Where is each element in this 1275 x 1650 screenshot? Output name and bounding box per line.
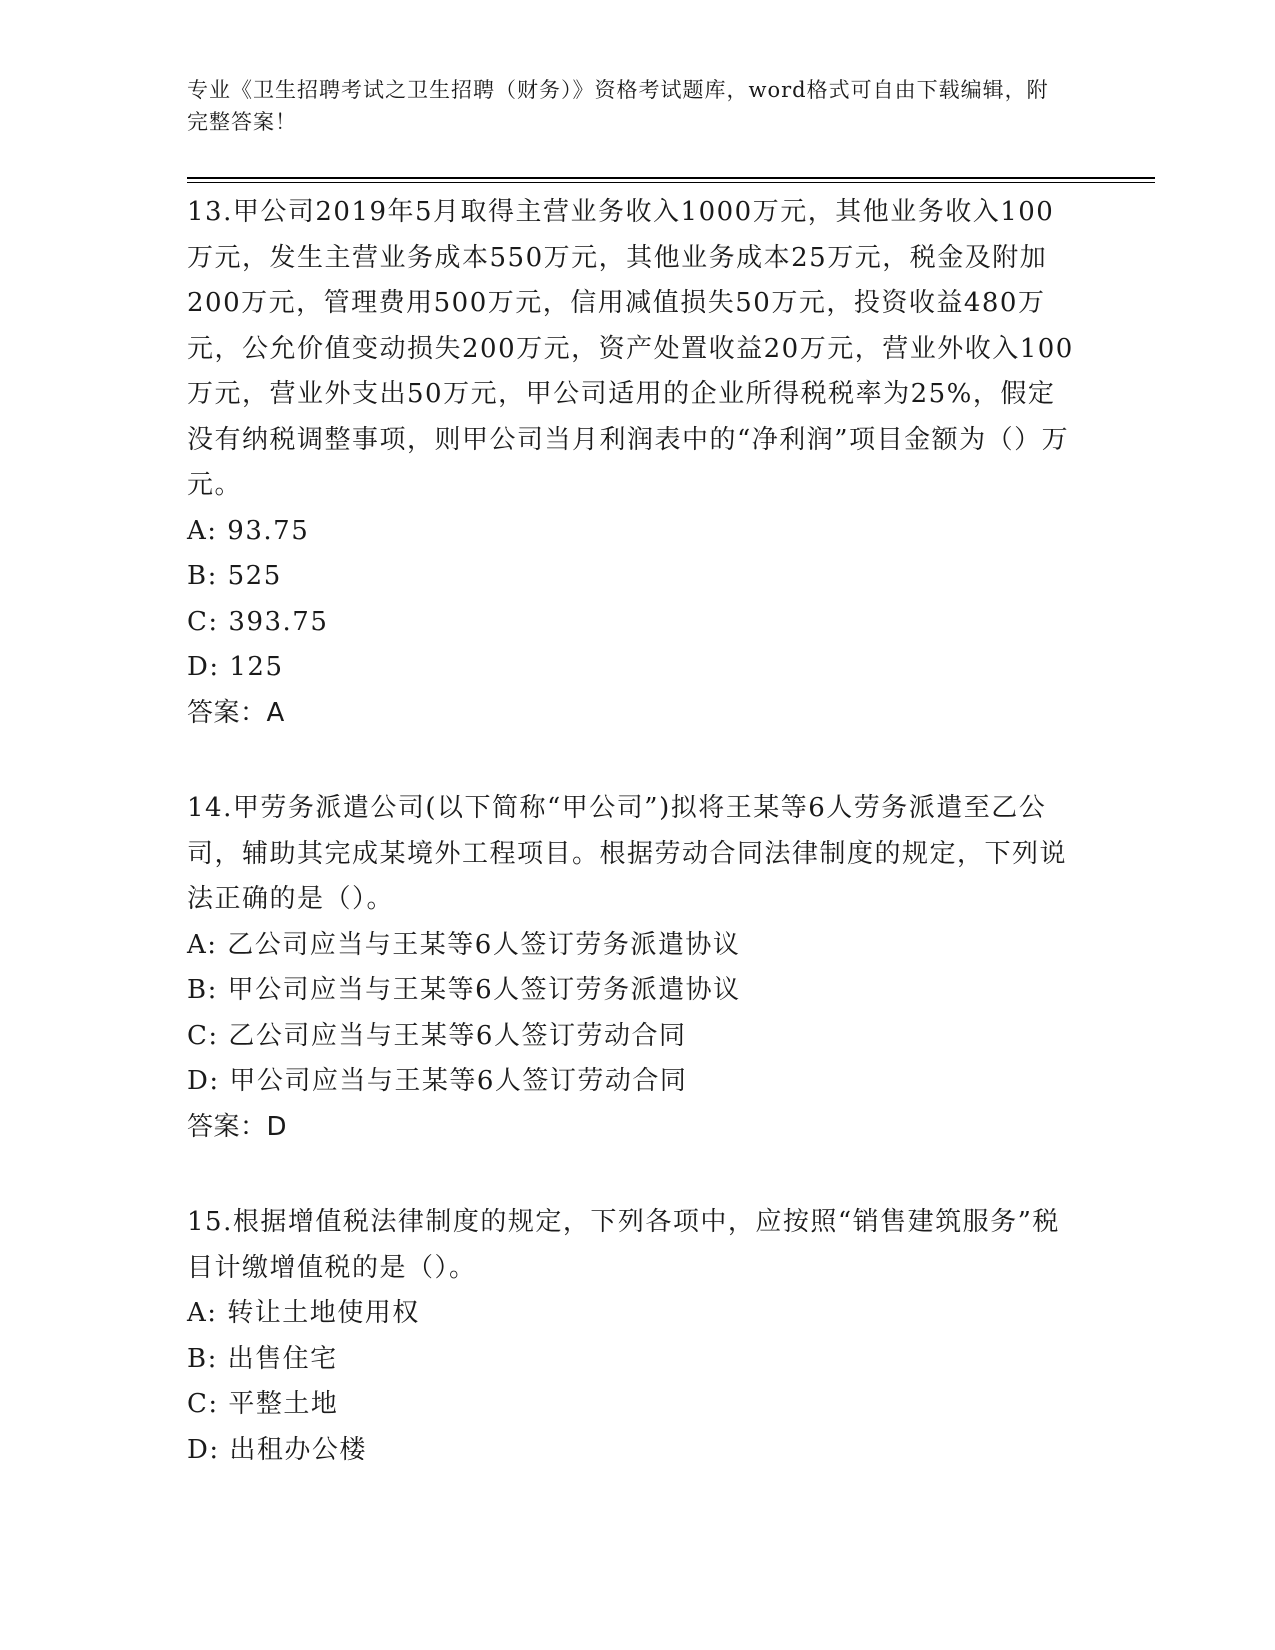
option-d: D: 甲公司应当与王某等6人签订劳动合同 bbox=[187, 1066, 688, 1096]
question-text: 15.根据增值税法律制度的规定，下列各项中，应按照“销售建筑服务”税目计缴增值税的是（）。 bbox=[187, 1207, 1060, 1283]
header-rule-thick bbox=[187, 177, 1155, 179]
question-text: 14.甲劳务派遣公司(以下简称“甲公司”)拟将王某等6人劳务派遣至乙公司，辅助其完成某境外工程项目。根据劳动合同法律制度的规定，下列说法正确的是（）。 bbox=[187, 793, 1068, 914]
answer-label: 答案：A bbox=[187, 697, 285, 728]
header-rule-thin bbox=[187, 182, 1155, 183]
option-a: A: 转让土地使用权 bbox=[187, 1298, 420, 1328]
option-c: C: 393.75 bbox=[187, 606, 329, 637]
question-text: 13.甲公司2019年5月取得主营业务收入1000万元，其他业务收入100万元，发生主营业务成本550万元，其他业务成本25万元，税金及附加200万元，管理费用500万元，信用减值损失50万元，投资收益480万元，公允价值变动损失200万元，资产处置收益20万元，营业外收入100万元，营业外支出50万元，甲公司适用的企业所得税税率为25%，假定没有纳税调整事项，则甲公司当月利润表中的“净利润”项目金额为（）万元。 bbox=[187, 197, 1074, 500]
option-c: C: 乙公司应当与王某等6人签订劳动合同 bbox=[187, 1020, 687, 1051]
question-spacer bbox=[187, 736, 1077, 786]
option-b: B: 甲公司应当与王某等6人签订劳务派遣协议 bbox=[187, 975, 741, 1005]
document-header: 专业《卫生招聘考试之卫生招聘（财务）》资格考试题库，word格式可自由下载编辑，附完整答案！ bbox=[187, 78, 1049, 134]
option-b: B: 525 bbox=[187, 561, 282, 591]
question-15 bbox=[187, 1200, 1077, 1473]
option-a: A: 乙公司应当与王某等6人签订劳务派遣协议 bbox=[187, 929, 741, 960]
option-a: A: 93.75 bbox=[187, 515, 310, 546]
option-c: C: 平整土地 bbox=[187, 1389, 339, 1419]
question-spacer bbox=[187, 1150, 1077, 1200]
answer-label: 答案：D bbox=[187, 1111, 288, 1142]
option-d: D: 125 bbox=[187, 652, 284, 682]
question-13 bbox=[187, 190, 1077, 736]
option-d: D: 出租办公楼 bbox=[187, 1434, 367, 1465]
question-14 bbox=[187, 786, 1077, 1150]
option-b: B: 出售住宅 bbox=[187, 1343, 338, 1374]
question-list bbox=[187, 190, 1077, 1473]
